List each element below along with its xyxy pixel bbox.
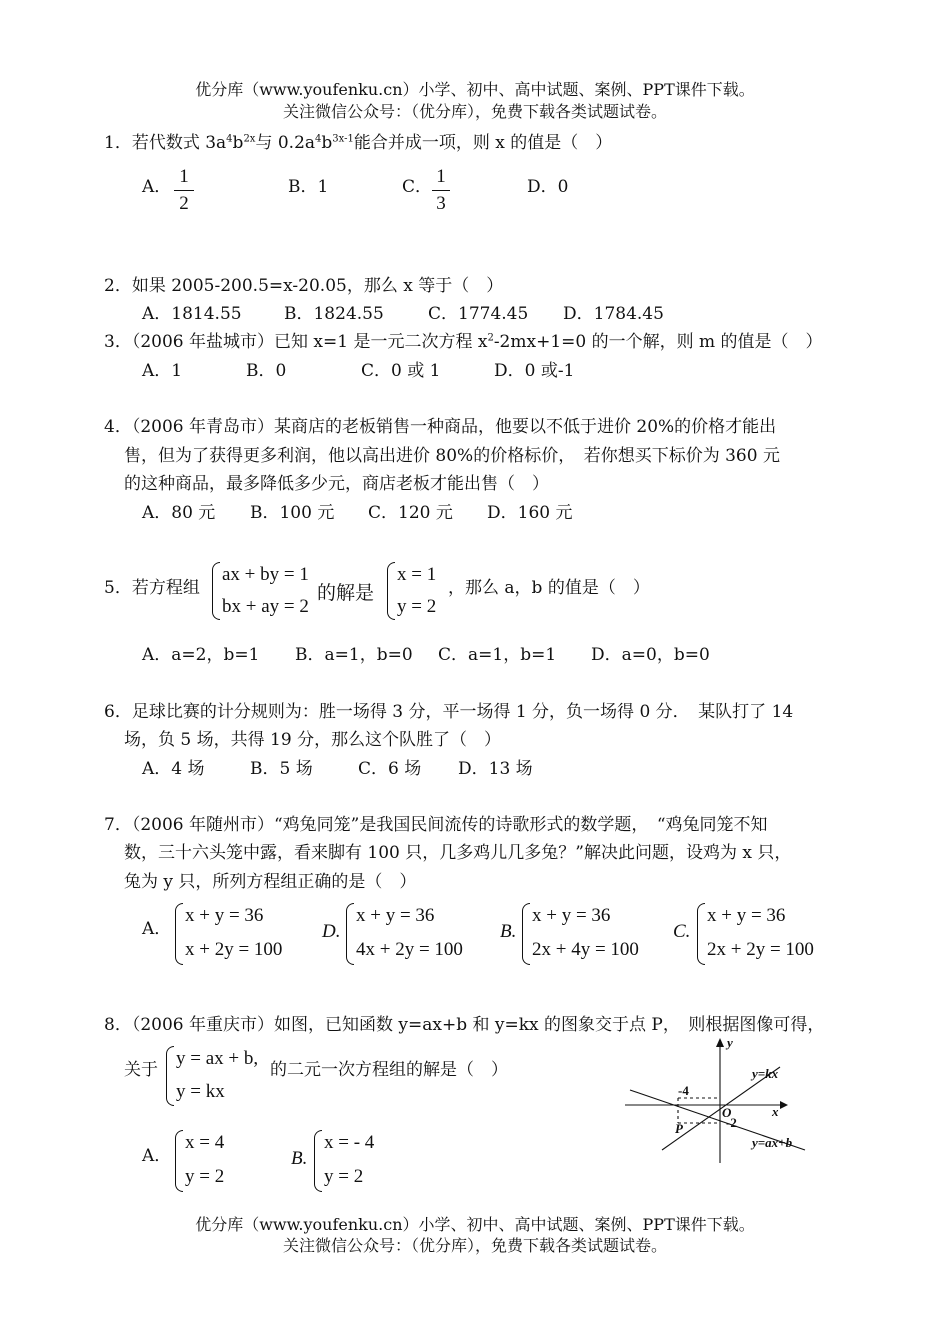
q1-option-a-fraction: 1 2 <box>174 166 194 215</box>
q5-solution-1: x = 1 <box>397 564 437 585</box>
q8-equation-2: y = kx <box>176 1081 225 1102</box>
q4-option-b: B．100 元 <box>250 503 335 523</box>
q5-equation-2: bx + ay = 2 <box>222 596 309 617</box>
q1-option-c-fraction: 1 3 <box>432 166 450 215</box>
question-5-suffix: ，那么 a，b 的值是（ ） <box>448 578 650 598</box>
q2-option-a: A．1814.55 <box>142 304 242 324</box>
q7-d-eq-1: x + y = 36 <box>356 905 435 926</box>
brace-icon <box>387 562 395 620</box>
header-line-2: 关注微信公众号：（优分库），免费下载各类试题试卷。 <box>282 102 667 121</box>
question-5-prefix: 5．若方程组 <box>104 578 200 598</box>
q2-option-d: D．1784.45 <box>563 304 664 324</box>
q1-option-c-label: C． <box>402 177 433 197</box>
question-8-line-1: 8．（2006 年重庆市）如图，已知函数 y=ax+b 和 y=kx 的图象交于点 P， 则根据图像可得， <box>104 1015 825 1035</box>
q1-option-b: B．1 <box>288 177 329 197</box>
brace-icon <box>314 1130 322 1192</box>
q2-option-b: B．1824.55 <box>284 304 384 324</box>
footer-line-1: 优分库（www.youfenku.cn）小学、初中、高中试题、案例、PPT课件下载。 <box>195 1215 755 1234</box>
question-7-line-3: 兔为 y 只，所列方程组正确的是（ ） <box>124 872 417 892</box>
question-3-stem: 3．（2006 年盐城市）已知 x=1 是一元二次方程 $x^2-2mx+1=0$ 的一个解，则 m 的值是（ ） <box>104 332 823 352</box>
brace-icon <box>175 1130 183 1192</box>
q1-option-a-label: A． <box>142 177 172 197</box>
question-6-line-2: 场，负 5 场，共得 19 分，那么这个队胜了（ ） <box>124 730 502 750</box>
x-axis-label: x <box>772 1104 779 1119</box>
q2-option-c: C．1774.45 <box>428 304 529 324</box>
q7-a-eq-1: x + y = 36 <box>185 905 264 926</box>
q5-option-a: A．a=2，b=1 <box>142 645 260 665</box>
q1-option-d: D．0 <box>527 177 569 197</box>
question-6-line-1: 6．足球比赛的计分规则为：胜一场得 3 分，平一场得 1 分，负一场得 0 分． 某队打了 14 <box>104 702 794 722</box>
q6-option-b: B．5 场 <box>250 759 313 779</box>
q7-b-eq-1: x + y = 36 <box>532 905 611 926</box>
tick-x-label: -4 <box>678 1083 689 1098</box>
q7-a-eq-2: x + 2y = 100 <box>185 939 283 960</box>
q7-b-eq-2: 2x + 4y = 100 <box>532 939 639 960</box>
q6-option-d: D．13 场 <box>458 759 533 779</box>
question-8-suffix: 的二元一次方程组的解是（ ） <box>270 1060 508 1080</box>
origin-label: O <box>722 1105 732 1120</box>
q3-option-a: A．1 <box>142 361 183 381</box>
y-axis-arrow-icon <box>716 1038 724 1047</box>
x-axis-arrow-icon <box>780 1101 788 1109</box>
q5-middle-text: 的解是 <box>317 582 375 604</box>
q4-option-d: D．160 元 <box>487 503 573 523</box>
q5-option-d: D．a=0，b=0 <box>591 645 710 665</box>
brace-icon <box>166 1046 174 1106</box>
question-4-line-1: 4．（2006 年青岛市）某商店的老板销售一种商品，他要以不低于进价 20%的价格才能出 <box>104 417 777 437</box>
q3-option-c: C．0 或 1 <box>361 361 441 381</box>
question-7-line-1: 7．（2006 年随州市）“鸡兔同笼”是我国民间流传的诗歌形式的数学题， “鸡兔同笼不知 <box>104 815 768 835</box>
q8-function-graph <box>620 1035 830 1170</box>
q3-option-b: B．0 <box>246 361 287 381</box>
brace-icon <box>697 903 705 965</box>
question-4-line-2: 售，但为了获得更多利润，他以高出进价 80%的价格标价， 若你想买下标价为 360 元 <box>124 446 780 466</box>
q7-option-d-label: D. <box>322 921 341 942</box>
question-8-prefix: 关于 <box>124 1060 158 1080</box>
q7-option-b-label: B. <box>500 921 517 942</box>
q5-solution-2: y = 2 <box>397 596 437 617</box>
q5-option-b: B．a=1，b=0 <box>295 645 413 665</box>
question-2-stem: 2．如果 2005-200.5=x-20.05，那么 x 等于（ ） <box>104 276 504 296</box>
y-axis-label: y <box>727 1035 733 1050</box>
question-1-stem: 1．若代数式 $3a^4b^{2x}$与 $0.2a^4b^{3x-1}$能合并成一项，则 x 的值是（ ） <box>104 133 613 153</box>
q7-c-eq-1: x + y = 36 <box>707 905 786 926</box>
tick-y-label: -2 <box>726 1115 737 1130</box>
q7-d-eq-2: 4x + 2y = 100 <box>356 939 463 960</box>
q8-a-eq-1: x = 4 <box>185 1132 225 1153</box>
q7-c-eq-2: 2x + 2y = 100 <box>707 939 814 960</box>
q5-equation-1: ax + by = 1 <box>222 564 309 585</box>
q8-equation-1: y = ax + b, <box>176 1048 259 1069</box>
q8-option-a-label: A． <box>142 1146 172 1166</box>
brace-icon <box>212 562 220 620</box>
question-4-line-3: 的这种商品，最多降低多少元，商店老板才能出售（ ） <box>124 474 549 494</box>
q6-option-a: A．4 场 <box>142 759 205 779</box>
q3-option-d: D．0 或-1 <box>494 361 575 381</box>
line-1-label: y=kx <box>752 1066 779 1081</box>
q8-b-eq-2: y = 2 <box>324 1166 364 1187</box>
q7-option-a-label: A． <box>142 919 172 939</box>
line-2-label: y=ax+b <box>752 1135 793 1150</box>
question-7-line-2: 数，三十六头笼中露，看来脚有 100 只，几多鸡儿几多兔？”解决此问题，设鸡为 x 只， <box>124 843 792 863</box>
q5-option-c: C．a=1，b=1 <box>438 645 557 665</box>
footer-line-2: 关注微信公众号：（优分库），免费下载各类试题试卷。 <box>282 1236 667 1255</box>
q8-option-b-label: B. <box>291 1148 308 1169</box>
q4-option-a: A．80 元 <box>142 503 216 523</box>
brace-icon <box>175 903 183 965</box>
q4-option-c: C．120 元 <box>368 503 453 523</box>
q7-option-c-label: C. <box>673 921 691 942</box>
point-p-label: P <box>675 1121 683 1136</box>
brace-icon <box>346 903 354 965</box>
q8-a-eq-2: y = 2 <box>185 1166 225 1187</box>
q6-option-c: C．6 场 <box>358 759 422 779</box>
brace-icon <box>522 903 530 965</box>
q8-b-eq-1: x = - 4 <box>324 1132 375 1153</box>
header-line-1: 优分库（www.youfenku.cn）小学、初中、高中试题、案例、PPT课件下载。 <box>195 80 755 99</box>
